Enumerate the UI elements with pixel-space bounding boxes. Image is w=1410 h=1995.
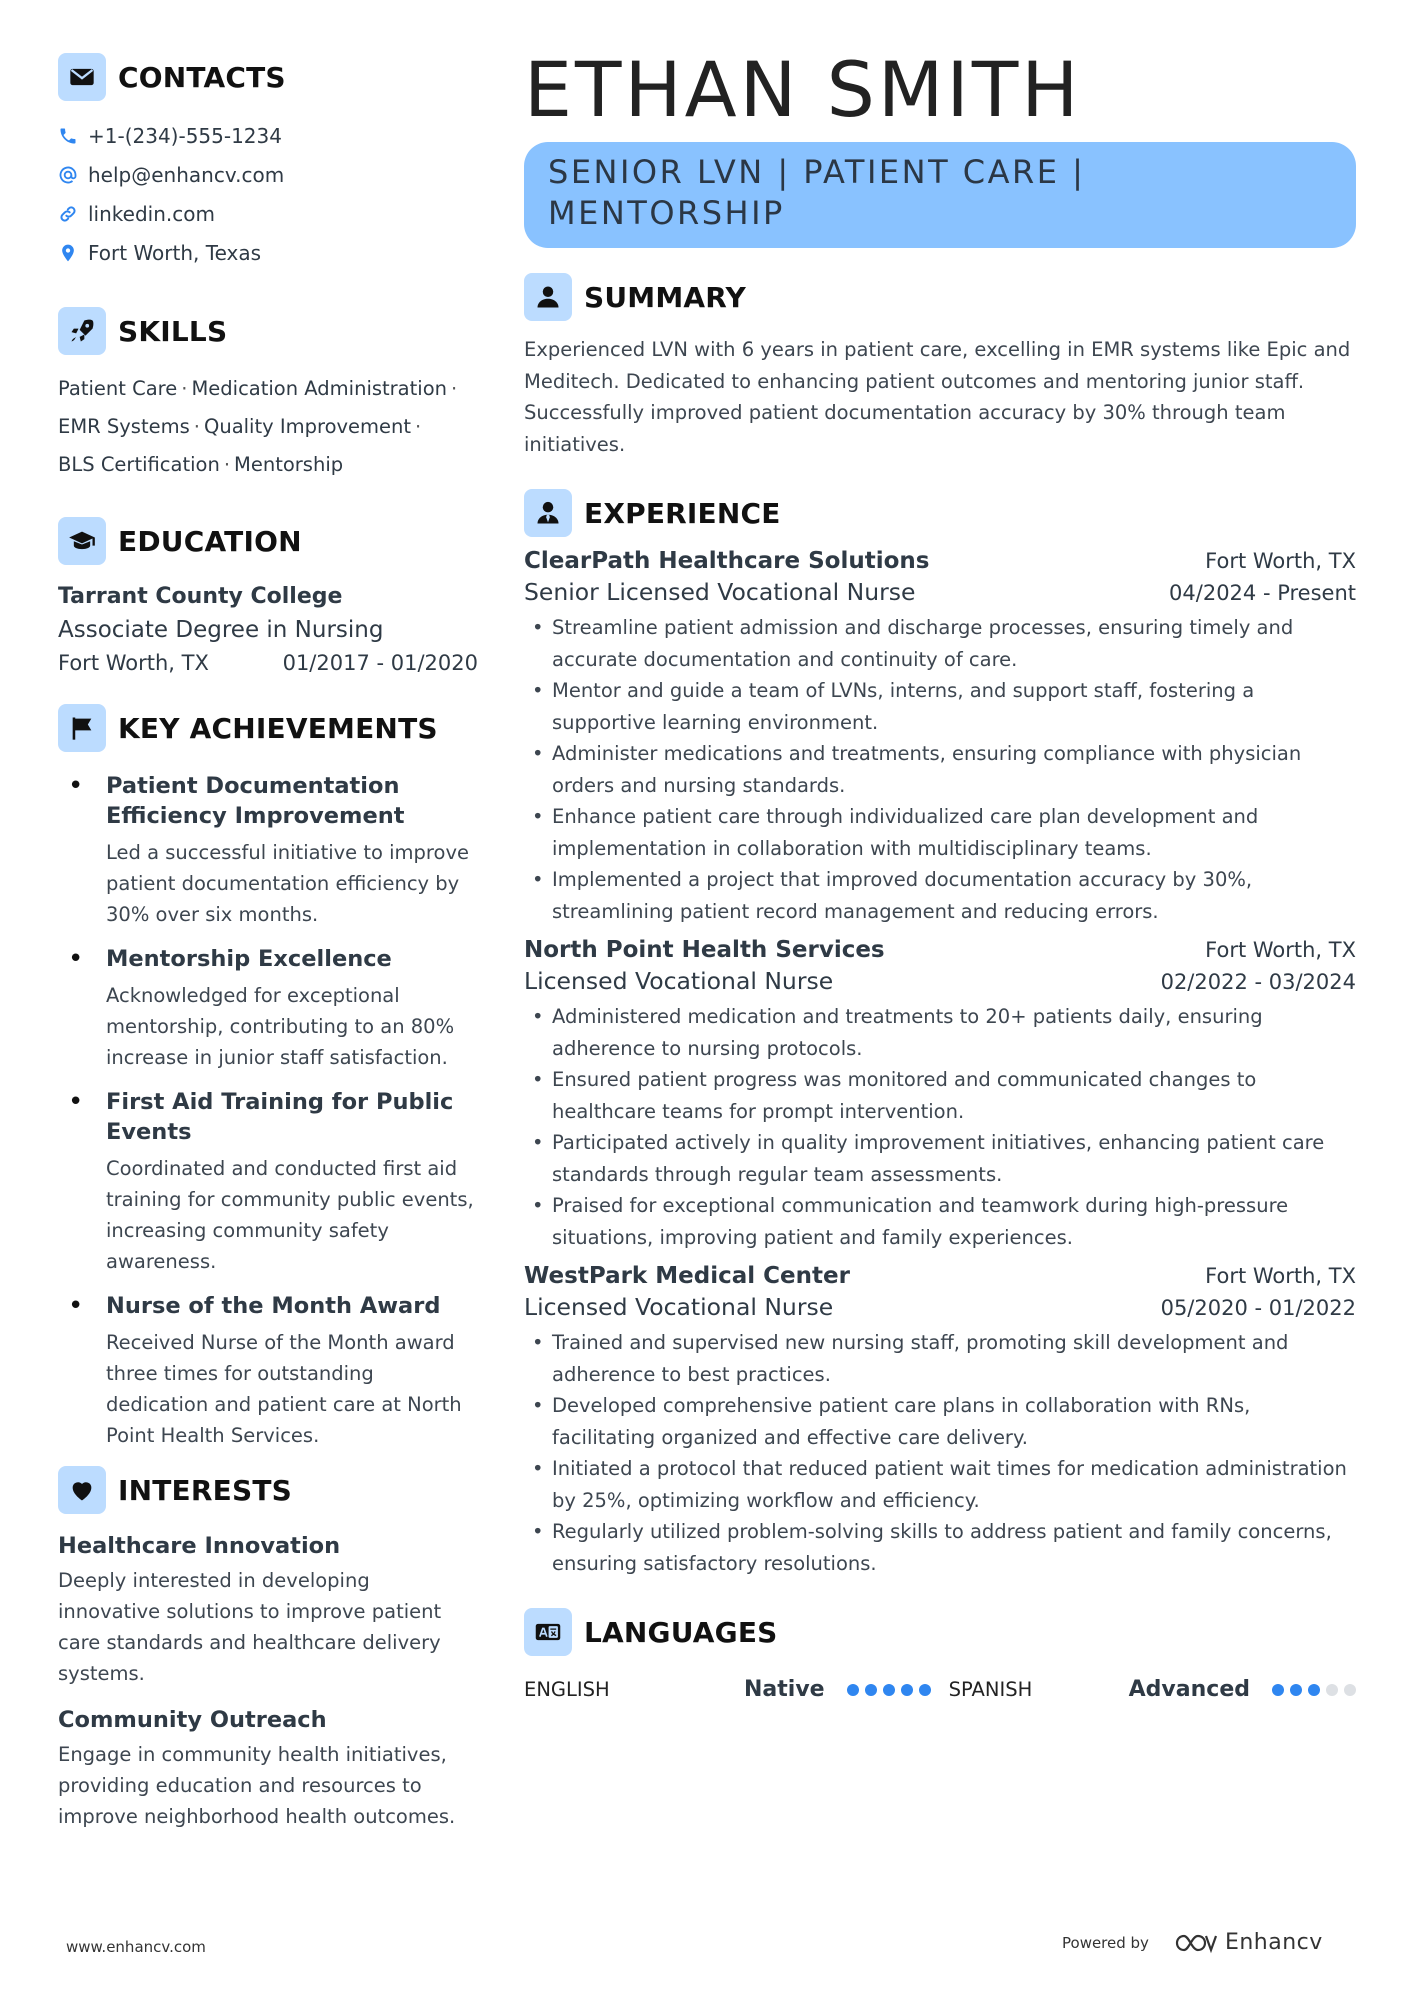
user-icon xyxy=(524,273,572,321)
education-meta xyxy=(58,651,478,675)
skills-header xyxy=(58,306,478,356)
achievements-section xyxy=(58,703,478,1451)
education-header xyxy=(58,516,478,566)
achievement-desc: Led a successful initiative to improve patient documentation efficiency by 30% over six months. xyxy=(106,841,469,926)
job-bullet: • Implemented a project that improved documentation accuracy by 30%, streamlining patient record management and reducing errors. xyxy=(524,864,1356,927)
job-entry xyxy=(524,548,1356,927)
job-dates: 04/2024 - Present xyxy=(1169,581,1356,605)
skill-item: Quality Improvement xyxy=(203,415,412,438)
job-bullet: • Praised for exceptional communication and teamwork during high-pressure situations, improving patient and family experiences. xyxy=(524,1190,1356,1253)
bullet-icon: • xyxy=(68,1087,84,1117)
footer-website[interactable]: www.enhancv.com xyxy=(66,1938,206,1956)
experience-header xyxy=(524,488,1356,538)
achievements-header xyxy=(58,703,478,753)
bullet-icon: • xyxy=(68,1291,84,1321)
enhancv-logo-icon xyxy=(1173,1931,1219,1955)
languages-section xyxy=(524,1607,1356,1702)
powered-by-text: Powered by xyxy=(1062,1933,1149,1952)
job-bullet: • Initiated a protocol that reduced patient wait times for medication administration by 25%, optimizing workflow and efficiency. xyxy=(524,1453,1356,1516)
phone-text: +1-(234)-555-1234 xyxy=(88,123,282,148)
candidate-name: ETHAN SMITH xyxy=(524,45,1082,134)
achievement-title: Mentorship Excellence xyxy=(106,946,392,972)
headline-text: SENIOR LVN | PATIENT CARE | MENTORSHIP xyxy=(548,153,1086,232)
rating-dot-filled xyxy=(919,1684,931,1696)
summary-text: Experienced LVN with 6 years in patient care, excelling in EMR systems like Epic and Meditech. Dedicated to enhancing patient outcomes and mentoring junior staff. Successfully improved patient documentation accuracy by 30% through team initiatives. xyxy=(524,338,1351,456)
achievement-title: Patient Documentation Efficiency Improvement xyxy=(106,773,405,829)
contact-email[interactable] xyxy=(58,155,478,194)
language-rating xyxy=(1266,1684,1356,1696)
job-bullet: • Streamline patient admission and discharge processes, ensuring timely and accurate documentation and continuity of care. xyxy=(524,612,1356,675)
education-section xyxy=(58,516,478,675)
achievement-title: Nurse of the Month Award xyxy=(106,1293,441,1319)
skill-item: Patient Care xyxy=(58,377,178,400)
education-title: EDUCATION xyxy=(118,524,302,558)
rating-dot-empty xyxy=(1344,1684,1356,1696)
rating-dot-filled xyxy=(883,1684,895,1696)
job-bullet: • Ensured patient progress was monitored and communicated changes to healthcare teams for prompt intervention. xyxy=(524,1064,1356,1127)
language-item xyxy=(524,1677,931,1702)
experience-title: EXPERIENCE xyxy=(584,496,781,530)
location-text: Fort Worth, Texas xyxy=(88,240,262,265)
education-degree: Associate Degree in Nursing xyxy=(58,617,384,643)
skill-item: EMR Systems xyxy=(58,415,190,438)
contact-phone[interactable] xyxy=(58,116,478,155)
education-dates: 01/2017 - 01/2020 xyxy=(282,651,478,675)
graduation-cap-icon xyxy=(58,517,106,565)
contact-location xyxy=(58,233,478,272)
rating-dot-filled xyxy=(865,1684,877,1696)
email-text: help@enhancv.com xyxy=(88,162,285,187)
contact-linkedin[interactable] xyxy=(58,194,478,233)
language-name: SPANISH xyxy=(948,1678,1033,1701)
achievements-list xyxy=(58,771,478,1451)
summary-title: SUMMARY xyxy=(584,280,747,314)
skills-list: Patient Care · Medication Administration · EMR Systems · Quality Improvement · BLS Certification · Mentorship xyxy=(58,377,458,476)
rating-dot-filled xyxy=(1290,1684,1302,1696)
job-bullet: • Regularly utilized problem-solving skills to address patient and family concerns, ensuring satisfactory resolutions. xyxy=(524,1516,1356,1579)
job-role: Licensed Vocational Nurse xyxy=(524,967,834,995)
interest-title: Healthcare Innovation xyxy=(58,1533,341,1559)
experience-section xyxy=(524,488,1356,1579)
bullet-icon: • xyxy=(68,944,84,974)
job-location: Fort Worth, TX xyxy=(1205,549,1356,573)
achievement-title: First Aid Training for Public Events xyxy=(106,1089,454,1145)
job-dates: 05/2020 - 01/2022 xyxy=(1160,1296,1356,1320)
skills-section xyxy=(58,306,478,484)
interests-title: INTERESTS xyxy=(118,1473,292,1507)
language-level: Advanced xyxy=(1128,1677,1250,1702)
language-item xyxy=(949,1677,1356,1702)
summary-section xyxy=(524,272,1356,460)
job-dates: 02/2022 - 03/2024 xyxy=(1160,970,1356,994)
job-company: WestPark Medical Center xyxy=(524,1263,850,1289)
job-bullet: • Enhance patient care through individualized care plan development and implementation in collaboration with multidisciplinary teams. xyxy=(524,801,1356,864)
job-entry xyxy=(524,1263,1356,1579)
job-bullets xyxy=(524,612,1356,927)
heart-icon xyxy=(58,1466,106,1514)
headline-banner xyxy=(524,142,1356,248)
interests-section xyxy=(58,1465,478,1832)
interest-desc: Engage in community health initiatives, providing education and resources to improve neighborhood health outcomes. xyxy=(58,1743,456,1828)
linkedin-text: linkedin.com xyxy=(88,201,215,226)
user-tie-icon xyxy=(524,489,572,537)
language-level: Native xyxy=(744,1677,825,1702)
achievement-desc: Coordinated and conducted first aid training for community public events, increasing community safety awareness. xyxy=(106,1157,474,1273)
link-icon xyxy=(58,204,78,224)
map-pin-icon xyxy=(58,243,78,263)
education-location: Fort Worth, TX xyxy=(58,651,209,675)
contact-list xyxy=(58,116,478,272)
job-role: Licensed Vocational Nurse xyxy=(524,1293,834,1321)
footer-brand xyxy=(1062,1930,1323,1955)
languages-title: LANGUAGES xyxy=(584,1615,778,1649)
job-bullet: • Developed comprehensive patient care plans in collaboration with RNs, facilitating organized and effective care delivery. xyxy=(524,1390,1356,1453)
education-school: Tarrant County College xyxy=(58,584,343,609)
interest-item xyxy=(58,1707,478,1832)
languages-list xyxy=(524,1677,1356,1702)
job-location: Fort Worth, TX xyxy=(1205,1264,1356,1288)
translate-icon xyxy=(524,1608,572,1656)
language-name: ENGLISH xyxy=(524,1678,610,1701)
rocket-icon xyxy=(58,307,106,355)
left-column xyxy=(58,52,478,1832)
achievement-item xyxy=(58,1087,478,1277)
job-company: ClearPath Healthcare Solutions xyxy=(524,548,930,574)
language-rating xyxy=(841,1684,931,1696)
rating-dot-empty xyxy=(1326,1684,1338,1696)
skill-item: Mentorship xyxy=(234,453,344,476)
skills-title: SKILLS xyxy=(118,314,228,348)
job-bullet: • Trained and supervised new nursing staff, promoting skill development and adherence to best practices. xyxy=(524,1327,1356,1390)
flag-icon xyxy=(58,704,106,752)
phone-icon xyxy=(58,126,78,146)
job-company: North Point Health Services xyxy=(524,937,885,963)
job-role: Senior Licensed Vocational Nurse xyxy=(524,578,916,606)
interest-desc: Deeply interested in developing innovative solutions to improve patient care standards and healthcare delivery systems. xyxy=(58,1569,442,1685)
job-bullet: • Mentor and guide a team of LVNs, interns, and support staff, fostering a supportive learning environment. xyxy=(524,675,1356,738)
rating-dot-filled xyxy=(1272,1684,1284,1696)
rating-dot-filled xyxy=(847,1684,859,1696)
job-bullets xyxy=(524,1327,1356,1579)
summary-header xyxy=(524,272,1356,322)
interest-item xyxy=(58,1533,478,1689)
achievement-desc: Received Nurse of the Month award three times for outstanding dedication and patient care at North Point Health Services. xyxy=(106,1331,462,1447)
achievement-item xyxy=(58,1291,478,1451)
achievement-desc: Acknowledged for exceptional mentorship, contributing to an 80% increase in junior staff satisfaction. xyxy=(106,984,455,1069)
bullet-icon: • xyxy=(68,771,84,801)
contacts-section xyxy=(58,52,478,272)
job-bullets xyxy=(524,1001,1356,1253)
contacts-header xyxy=(58,52,478,102)
achievement-item xyxy=(58,771,478,930)
achievements-title: KEY ACHIEVEMENTS xyxy=(118,711,438,745)
right-column xyxy=(524,40,1356,1702)
job-entry xyxy=(524,937,1356,1253)
languages-header xyxy=(524,1607,1356,1657)
interests-header xyxy=(58,1465,478,1515)
job-bullet: • Administer medications and treatments, ensuring compliance with physician orders and nursing standards. xyxy=(524,738,1356,801)
contacts-title: CONTACTS xyxy=(118,60,286,94)
interest-title: Community Outreach xyxy=(58,1707,327,1733)
enhancv-logo[interactable] xyxy=(1173,1930,1323,1955)
skill-item: Medication Administration xyxy=(191,377,447,400)
rating-dot-filled xyxy=(901,1684,913,1696)
skill-item: BLS Certification xyxy=(58,453,220,476)
brand-name: Enhancv xyxy=(1224,1930,1323,1955)
job-bullet: • Participated actively in quality improvement initiatives, enhancing patient care standards through regular team assessments. xyxy=(524,1127,1356,1190)
at-sign-icon xyxy=(58,165,78,185)
job-bullet: • Administered medication and treatments to 20+ patients daily, ensuring adherence to nursing protocols. xyxy=(524,1001,1356,1064)
job-location: Fort Worth, TX xyxy=(1205,938,1356,962)
envelope-icon xyxy=(58,53,106,101)
achievement-item xyxy=(58,944,478,1073)
rating-dot-filled xyxy=(1308,1684,1320,1696)
